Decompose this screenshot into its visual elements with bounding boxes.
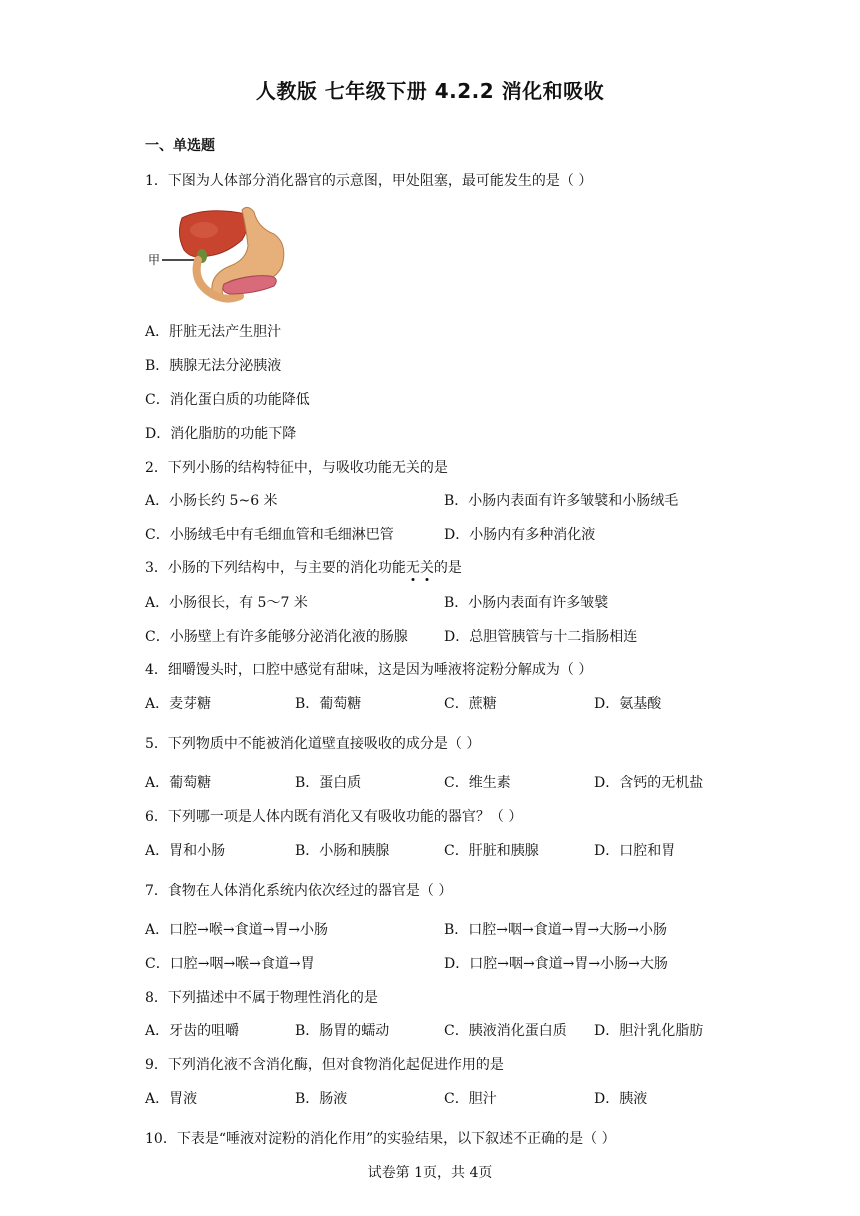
q2-option-a: A．小肠长约 5~6 米 [145,493,278,509]
q2-option-c: C．小肠绒毛中有毛细血管和毛细淋巴管 [145,527,394,543]
q3-emphasis-1 [406,560,420,576]
q1-option-c: C．消化蛋白质的功能降低 [145,392,310,408]
q1-option-d: D．消化脂肪的功能下降 [145,426,297,442]
q4-option-d: D．氨基酸 [594,696,662,712]
q6-option-b: B．小肠和胰腺 [295,843,390,859]
q5-stem: 5．下列物质中不能被消化道壁直接吸收的成分是（ ） [145,736,481,752]
q3-stem-before: 3．小肠的下列结构中，与主要的消化功能 [145,560,406,576]
q3-stem [145,557,462,577]
q2-stem: 2．下列小肠的结构特征中，与吸收功能无关的是 [145,460,448,476]
q3-option-a: A．小肠很长，有 5～7 米 [145,595,308,611]
q8-option-b: B．肠胃的蠕动 [295,1023,390,1039]
q7-option-d: D．口腔→咽→食道→胃→小肠→大肠 [444,956,668,972]
q1-stem: 1．下图为人体部分消化器官的示意图，甲处阻塞，最可能发生的是（ ） [145,173,593,189]
figure-label-jia: 甲 [148,253,161,267]
q3-option-d: D．总胆管胰管与十二指肠相连 [444,629,638,645]
page-title: 人教版 七年级下册 4.2.2 消化和吸收 [255,79,605,103]
q4-stem: 4．细嚼馒头时，口腔中感觉有甜味，这是因为唾液将淀粉分解成为（ ） [145,662,593,678]
q3-emph-text-1: 无 [405,560,420,576]
q1-option-a: A．肝脏无法产生胆汁 [145,324,282,340]
q5-option-d: D．含钙的无机盐 [594,775,704,791]
q1-option-b: B．胰腺无法分泌胰液 [145,358,282,374]
q3-emphasis-2 [420,560,434,576]
q7-stem: 7．食物在人体消化系统内依次经过的器官是（ ） [145,883,453,899]
q4-option-c: C．蔗糖 [444,696,497,712]
q6-option-c: C．肝脏和胰腺 [444,843,539,859]
q4-option-b: B．葡萄糖 [295,696,362,712]
q5-option-b: B．蛋白质 [295,775,362,791]
section-heading: 一、单选题 [145,138,215,154]
q9-option-c: C．胆汁 [444,1091,497,1107]
q6-stem: 6．下列哪一项是人体内既有消化又有吸收功能的器官？（ ） [145,809,523,825]
q10-stem: 10．下表是“唾液对淀粉的消化作用”的实验结果，以下叙述不正确的是（ ） [145,1131,616,1147]
q8-option-c: C．胰液消化蛋白质 [444,1023,567,1039]
q9-option-b: B．肠液 [295,1091,348,1107]
q2-option-d: D．小肠内有多种消化液 [444,527,596,543]
q8-option-a: A．牙齿的咀嚼 [145,1023,240,1039]
page-footer: 试卷第 1页，共 4页 [367,1165,493,1181]
q8-option-d: D．胆汁乳化脂肪 [594,1023,704,1039]
q3-stem-after: 的是 [433,560,462,576]
q9-stem: 9．下列消化液不含消化酶，但对食物消化起促进作用的是 [145,1057,504,1073]
q3-option-b: B．小肠内表面有许多皱襞 [444,595,609,611]
q5-option-a: A．葡萄糖 [145,775,212,791]
q9-option-d: D．胰液 [594,1091,648,1107]
q7-option-b: B．口腔→咽→食道→胃→大肠→小肠 [444,922,667,938]
liver-highlight [190,222,218,238]
q3-option-c: C．小肠壁上有许多能够分泌消化液的肠腺 [145,629,408,645]
q8-stem: 8．下列描述中不属于物理性消化的是 [145,990,378,1006]
q5-option-c: C．维生素 [444,775,511,791]
q6-option-d: D．口腔和胃 [594,843,676,859]
q7-option-a: A．口腔→喉→食道→胃→小肠 [145,922,329,938]
q7-option-c: C．口腔→咽→喉→食道→胃 [145,956,315,972]
q3-emph-text-2: 关 [419,560,434,576]
q9-option-a: A．胃液 [145,1091,198,1107]
q4-option-a: A．麦芽糖 [145,696,212,712]
digestive-organs-figure [146,204,288,304]
q6-option-a: A．胃和小肠 [145,843,226,859]
q2-option-b: B．小肠内表面有许多皱襞和小肠绒毛 [444,493,679,509]
